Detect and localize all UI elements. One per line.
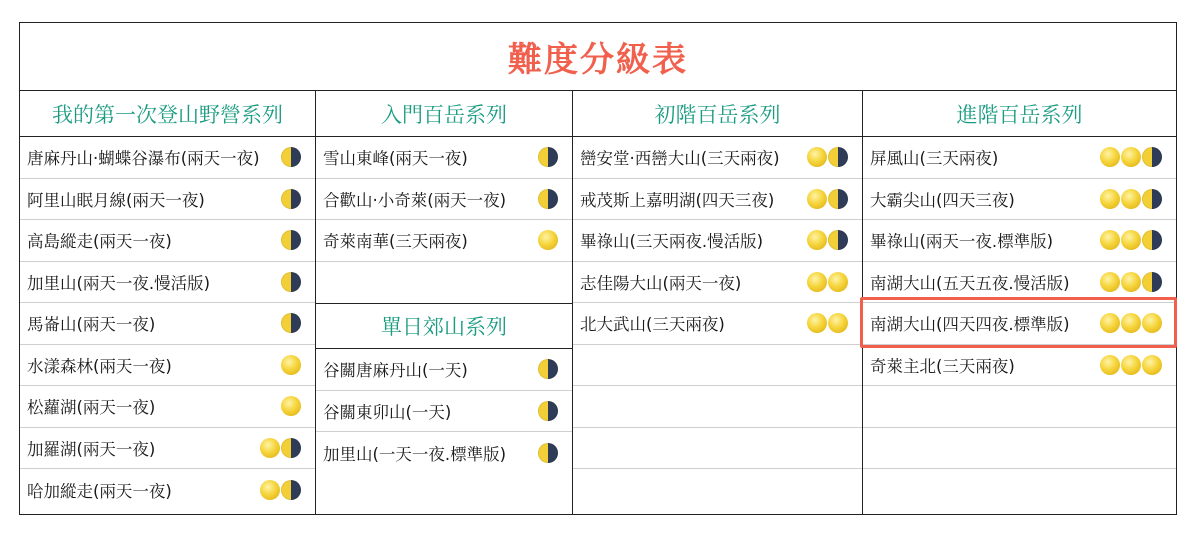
full-moon-icon bbox=[260, 438, 280, 458]
full-moon-icon bbox=[807, 272, 827, 292]
route-label: 水漾森林(兩天一夜) bbox=[27, 356, 172, 376]
difficulty-rating bbox=[538, 230, 558, 250]
full-moon-icon bbox=[828, 313, 848, 333]
table-row bbox=[20, 345, 315, 387]
table-row bbox=[573, 179, 862, 221]
route-label: 屏風山(三天兩夜) bbox=[870, 149, 999, 169]
difficulty-rating bbox=[1100, 147, 1162, 167]
half-moon-icon bbox=[281, 230, 301, 250]
full-moon-icon bbox=[260, 480, 280, 500]
table-row bbox=[316, 137, 572, 179]
difficulty-rating bbox=[281, 230, 301, 250]
route-label: 谷關唐麻丹山(一天) bbox=[323, 361, 468, 381]
difficulty-rating bbox=[538, 359, 558, 379]
highlight-box bbox=[860, 297, 1177, 348]
difficulty-rating bbox=[807, 272, 848, 292]
table-row bbox=[573, 137, 862, 179]
route-label: 松蘿湖(兩天一夜) bbox=[27, 398, 156, 418]
table-row bbox=[316, 262, 572, 304]
full-moon-icon bbox=[1121, 189, 1141, 209]
full-moon-icon bbox=[1121, 147, 1141, 167]
difficulty-rating bbox=[281, 355, 301, 375]
difficulty-rating bbox=[1100, 355, 1162, 375]
difficulty-rating bbox=[807, 313, 848, 333]
half-moon-icon bbox=[1142, 147, 1162, 167]
half-moon-icon bbox=[538, 189, 558, 209]
table-row bbox=[316, 432, 572, 474]
route-label: 高島縱走(兩天一夜) bbox=[27, 232, 172, 252]
full-moon-icon bbox=[1100, 189, 1120, 209]
column-header: 入門百岳系列 bbox=[316, 91, 572, 137]
difficulty-rating bbox=[538, 401, 558, 421]
column-header: 初階百岳系列 bbox=[573, 91, 862, 137]
difficulty-rating bbox=[538, 147, 558, 167]
full-moon-icon bbox=[281, 355, 301, 375]
table-title: 難度分級表 bbox=[20, 23, 1176, 91]
difficulty-rating bbox=[538, 189, 558, 209]
half-moon-icon bbox=[828, 230, 848, 250]
table-row bbox=[573, 469, 862, 511]
full-moon-icon bbox=[1100, 147, 1120, 167]
table-row bbox=[20, 137, 315, 179]
difficulty-rating bbox=[538, 443, 558, 463]
half-moon-icon bbox=[281, 480, 301, 500]
half-moon-icon bbox=[1142, 189, 1162, 209]
half-moon-icon bbox=[1142, 272, 1162, 292]
table-row bbox=[20, 428, 315, 470]
difficulty-rating bbox=[281, 313, 301, 333]
route-label: 北大武山(三天兩夜) bbox=[580, 315, 725, 335]
route-label: 巒安堂‧西巒大山(三天兩夜) bbox=[580, 149, 780, 169]
full-moon-icon bbox=[1100, 272, 1120, 292]
difficulty-rating bbox=[1100, 189, 1162, 209]
full-moon-icon bbox=[1142, 355, 1162, 375]
half-moon-icon bbox=[281, 272, 301, 292]
table-row bbox=[573, 220, 862, 262]
difficulty-table bbox=[19, 22, 1177, 515]
route-label: 志佳陽大山(兩天一夜) bbox=[580, 273, 742, 293]
table-row bbox=[573, 345, 862, 387]
full-moon-icon bbox=[1100, 355, 1120, 375]
half-moon-icon bbox=[281, 147, 301, 167]
table-row bbox=[20, 179, 315, 221]
table-row bbox=[20, 220, 315, 262]
difficulty-rating bbox=[281, 272, 301, 292]
route-label: 加羅湖(兩天一夜) bbox=[27, 439, 156, 459]
full-moon-icon bbox=[1121, 272, 1141, 292]
table-row bbox=[316, 220, 572, 262]
column-first-camping bbox=[20, 91, 315, 514]
difficulty-rating bbox=[1100, 272, 1162, 292]
route-label: 阿里山眠月線(兩天一夜) bbox=[27, 190, 205, 210]
table-row bbox=[573, 428, 862, 470]
half-moon-icon bbox=[281, 438, 301, 458]
route-label: 畢祿山(三天兩夜.慢活版) bbox=[580, 232, 764, 252]
table-row bbox=[316, 391, 572, 433]
table-row bbox=[863, 179, 1176, 221]
half-moon-icon bbox=[281, 313, 301, 333]
table-row bbox=[863, 386, 1176, 428]
difficulty-rating bbox=[281, 396, 301, 416]
table-row bbox=[20, 469, 315, 511]
full-moon-icon bbox=[807, 189, 827, 209]
full-moon-icon bbox=[538, 230, 558, 250]
full-moon-icon bbox=[807, 313, 827, 333]
half-moon-icon bbox=[281, 189, 301, 209]
table-row bbox=[863, 469, 1176, 511]
difficulty-rating bbox=[281, 189, 301, 209]
route-label: 合歡山‧小奇萊(兩天一夜) bbox=[323, 190, 507, 210]
difficulty-rating bbox=[807, 189, 848, 209]
difficulty-rating bbox=[807, 147, 848, 167]
column-header: 進階百岳系列 bbox=[863, 91, 1176, 137]
table-row bbox=[573, 303, 862, 345]
difficulty-rating bbox=[807, 230, 848, 250]
table-row bbox=[863, 137, 1176, 179]
table-row bbox=[20, 303, 315, 345]
full-moon-icon bbox=[281, 396, 301, 416]
route-label: 奇萊主北(三天兩夜) bbox=[870, 356, 1015, 376]
column-beginner-peaks bbox=[572, 91, 862, 514]
table-row bbox=[316, 349, 572, 391]
full-moon-icon bbox=[1121, 355, 1141, 375]
column-header: 我的第一次登山野營系列 bbox=[20, 91, 315, 137]
difficulty-rating bbox=[281, 147, 301, 167]
half-moon-icon bbox=[538, 147, 558, 167]
route-label: 戒茂斯上嘉明湖(四天三夜) bbox=[580, 190, 775, 210]
full-moon-icon bbox=[1100, 230, 1120, 250]
route-label: 哈加縱走(兩天一夜) bbox=[27, 481, 172, 501]
half-moon-icon bbox=[828, 189, 848, 209]
full-moon-icon bbox=[807, 230, 827, 250]
route-label: 奇萊南華(三天兩夜) bbox=[323, 232, 468, 252]
table-row bbox=[863, 220, 1176, 262]
half-moon-icon bbox=[1142, 230, 1162, 250]
route-label: 加里山(兩天一夜.慢活版) bbox=[27, 273, 211, 293]
table-row bbox=[20, 262, 315, 304]
route-label: 馬崙山(兩天一夜) bbox=[27, 315, 156, 335]
route-label: 唐麻丹山‧蝴蝶谷瀑布(兩天一夜) bbox=[27, 149, 260, 169]
table-row bbox=[863, 345, 1176, 387]
full-moon-icon bbox=[828, 272, 848, 292]
table-row bbox=[863, 428, 1176, 470]
column-subheader-day-hikes: 單日郊山系列 bbox=[316, 303, 572, 349]
full-moon-icon bbox=[1121, 230, 1141, 250]
difficulty-rating bbox=[1100, 230, 1162, 250]
half-moon-icon bbox=[828, 147, 848, 167]
route-label: 大霸尖山(四天三夜) bbox=[870, 190, 1015, 210]
half-moon-icon bbox=[538, 401, 558, 421]
half-moon-icon bbox=[538, 443, 558, 463]
route-label: 南湖大山(四天四夜.標準版) bbox=[870, 315, 1070, 335]
full-moon-icon bbox=[807, 147, 827, 167]
table-row bbox=[573, 386, 862, 428]
route-label: 畢祿山(兩天一夜.標準版) bbox=[870, 232, 1054, 252]
route-label: 南湖大山(五天五夜.慢活版) bbox=[870, 273, 1070, 293]
table-row bbox=[20, 386, 315, 428]
half-moon-icon bbox=[538, 359, 558, 379]
route-label: 谷關東卯山(一天) bbox=[323, 402, 452, 422]
table-row bbox=[316, 179, 572, 221]
table-row bbox=[573, 262, 862, 304]
route-label: 加里山(一天一夜.標準版) bbox=[323, 444, 507, 464]
difficulty-rating bbox=[260, 438, 301, 458]
column-intro-peaks bbox=[315, 91, 572, 514]
route-label: 雪山東峰(兩天一夜) bbox=[323, 149, 468, 169]
difficulty-rating bbox=[260, 480, 301, 500]
